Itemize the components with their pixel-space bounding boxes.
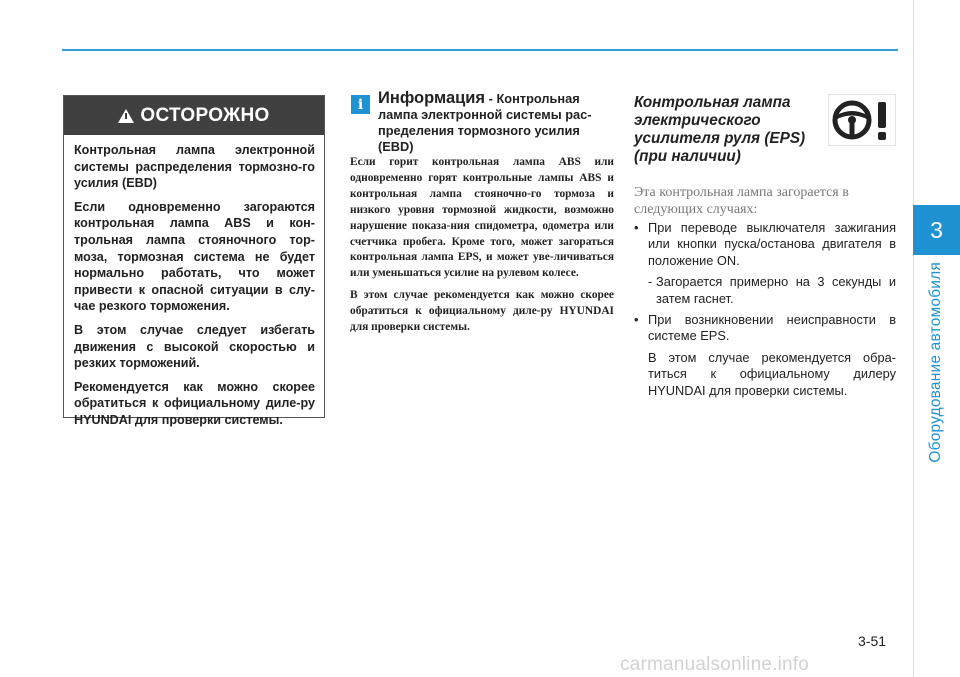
sub-item-text: Загорается примерно на 3 секунды и затем гаснет. xyxy=(656,274,896,306)
bullet-mark: • xyxy=(634,220,639,235)
info-paragraph: В этом случае рекомендуется как можно скорее обратиться к официальному диле-ру HYUNDAI для проверки системы. xyxy=(350,289,614,334)
side-rule xyxy=(913,0,914,677)
info-title xyxy=(378,90,613,155)
warning-paragraph: Если одновременно загораются контрольная лампа ABS и кон-трольная лампа стояночного тор-моза, тормозная система не будет нормально работать, что может привести к опасной ситуации в слу-чае резкого торможения. xyxy=(74,199,315,314)
warning-paragraph: В этом случае следует избегать движения с высокой скоростью и резких торможений. xyxy=(74,322,315,371)
eps-lead: Эта контрольная лампа загорается в следующих случаях: xyxy=(634,185,849,217)
warning-header-text: ОСТОРОЖНО xyxy=(140,104,270,126)
eps-list xyxy=(634,220,896,404)
warning-header xyxy=(64,96,324,135)
chapter-side-label xyxy=(916,262,956,463)
warning-box xyxy=(63,95,325,427)
sub-item xyxy=(634,274,896,307)
warning-paragraph: Контрольная лампа электронной системы распределения тормозно-го усилия (EBD) xyxy=(74,143,315,191)
warning-triangle-icon xyxy=(118,109,134,123)
bullet-mark: • xyxy=(634,312,639,328)
list-item-text: При возникновении неисправности в системе EPS. xyxy=(648,312,896,344)
list-item-paragraph: В этом случае рекомендуется обра-титься к официальному дилеру HYUNDAI для проверки системы. xyxy=(648,349,896,398)
warning-paragraph: Рекомендуется как можно скорее обратиться к официальному диле-ру HYUNDAI для проверки системы. xyxy=(74,379,315,427)
info-title-main: Информация xyxy=(378,89,486,107)
steering-wheel-exclamation-icon xyxy=(829,95,895,145)
info-icon: i xyxy=(351,95,370,114)
eps-warning-icon xyxy=(828,94,896,146)
list-item xyxy=(634,220,896,269)
list-item-text: При переводе выключателя зажигания или кнопки пуска/останова двигателя в положение ON. xyxy=(648,220,896,268)
info-paragraph: Если горит контрольная лампа ABS или одновременно горят контрольные лампы ABS и контрольная лампа стояночно-го тормоза и низкого уровня тормозной жидкости, возможно нарушение показа-ния спидометра, одометра или счетчика пробега. Кроме того, может загораться контрольная лампа EPS, и может уве-личиваться или уменьшаться усилие на рулевом колесе. xyxy=(350,156,614,280)
list-item xyxy=(634,312,896,345)
warning-body xyxy=(64,135,324,429)
info-title-rest: - Контрольная лампа электронной системы рас-пределения тормозного усилия (EBD) xyxy=(378,91,592,154)
top-rule xyxy=(62,49,898,51)
dash-mark: - xyxy=(648,274,653,290)
chapter-number: 3 xyxy=(913,205,960,255)
eps-title: Контрольная лампа электрического усилителя руля (EPS) (при наличии) xyxy=(634,94,806,165)
watermark: carmanualsonline.info xyxy=(620,654,810,675)
info-body xyxy=(350,155,614,342)
page-number: 3-51 xyxy=(858,633,887,649)
chapter-side-text: Оборудование автомобиля xyxy=(927,262,944,463)
